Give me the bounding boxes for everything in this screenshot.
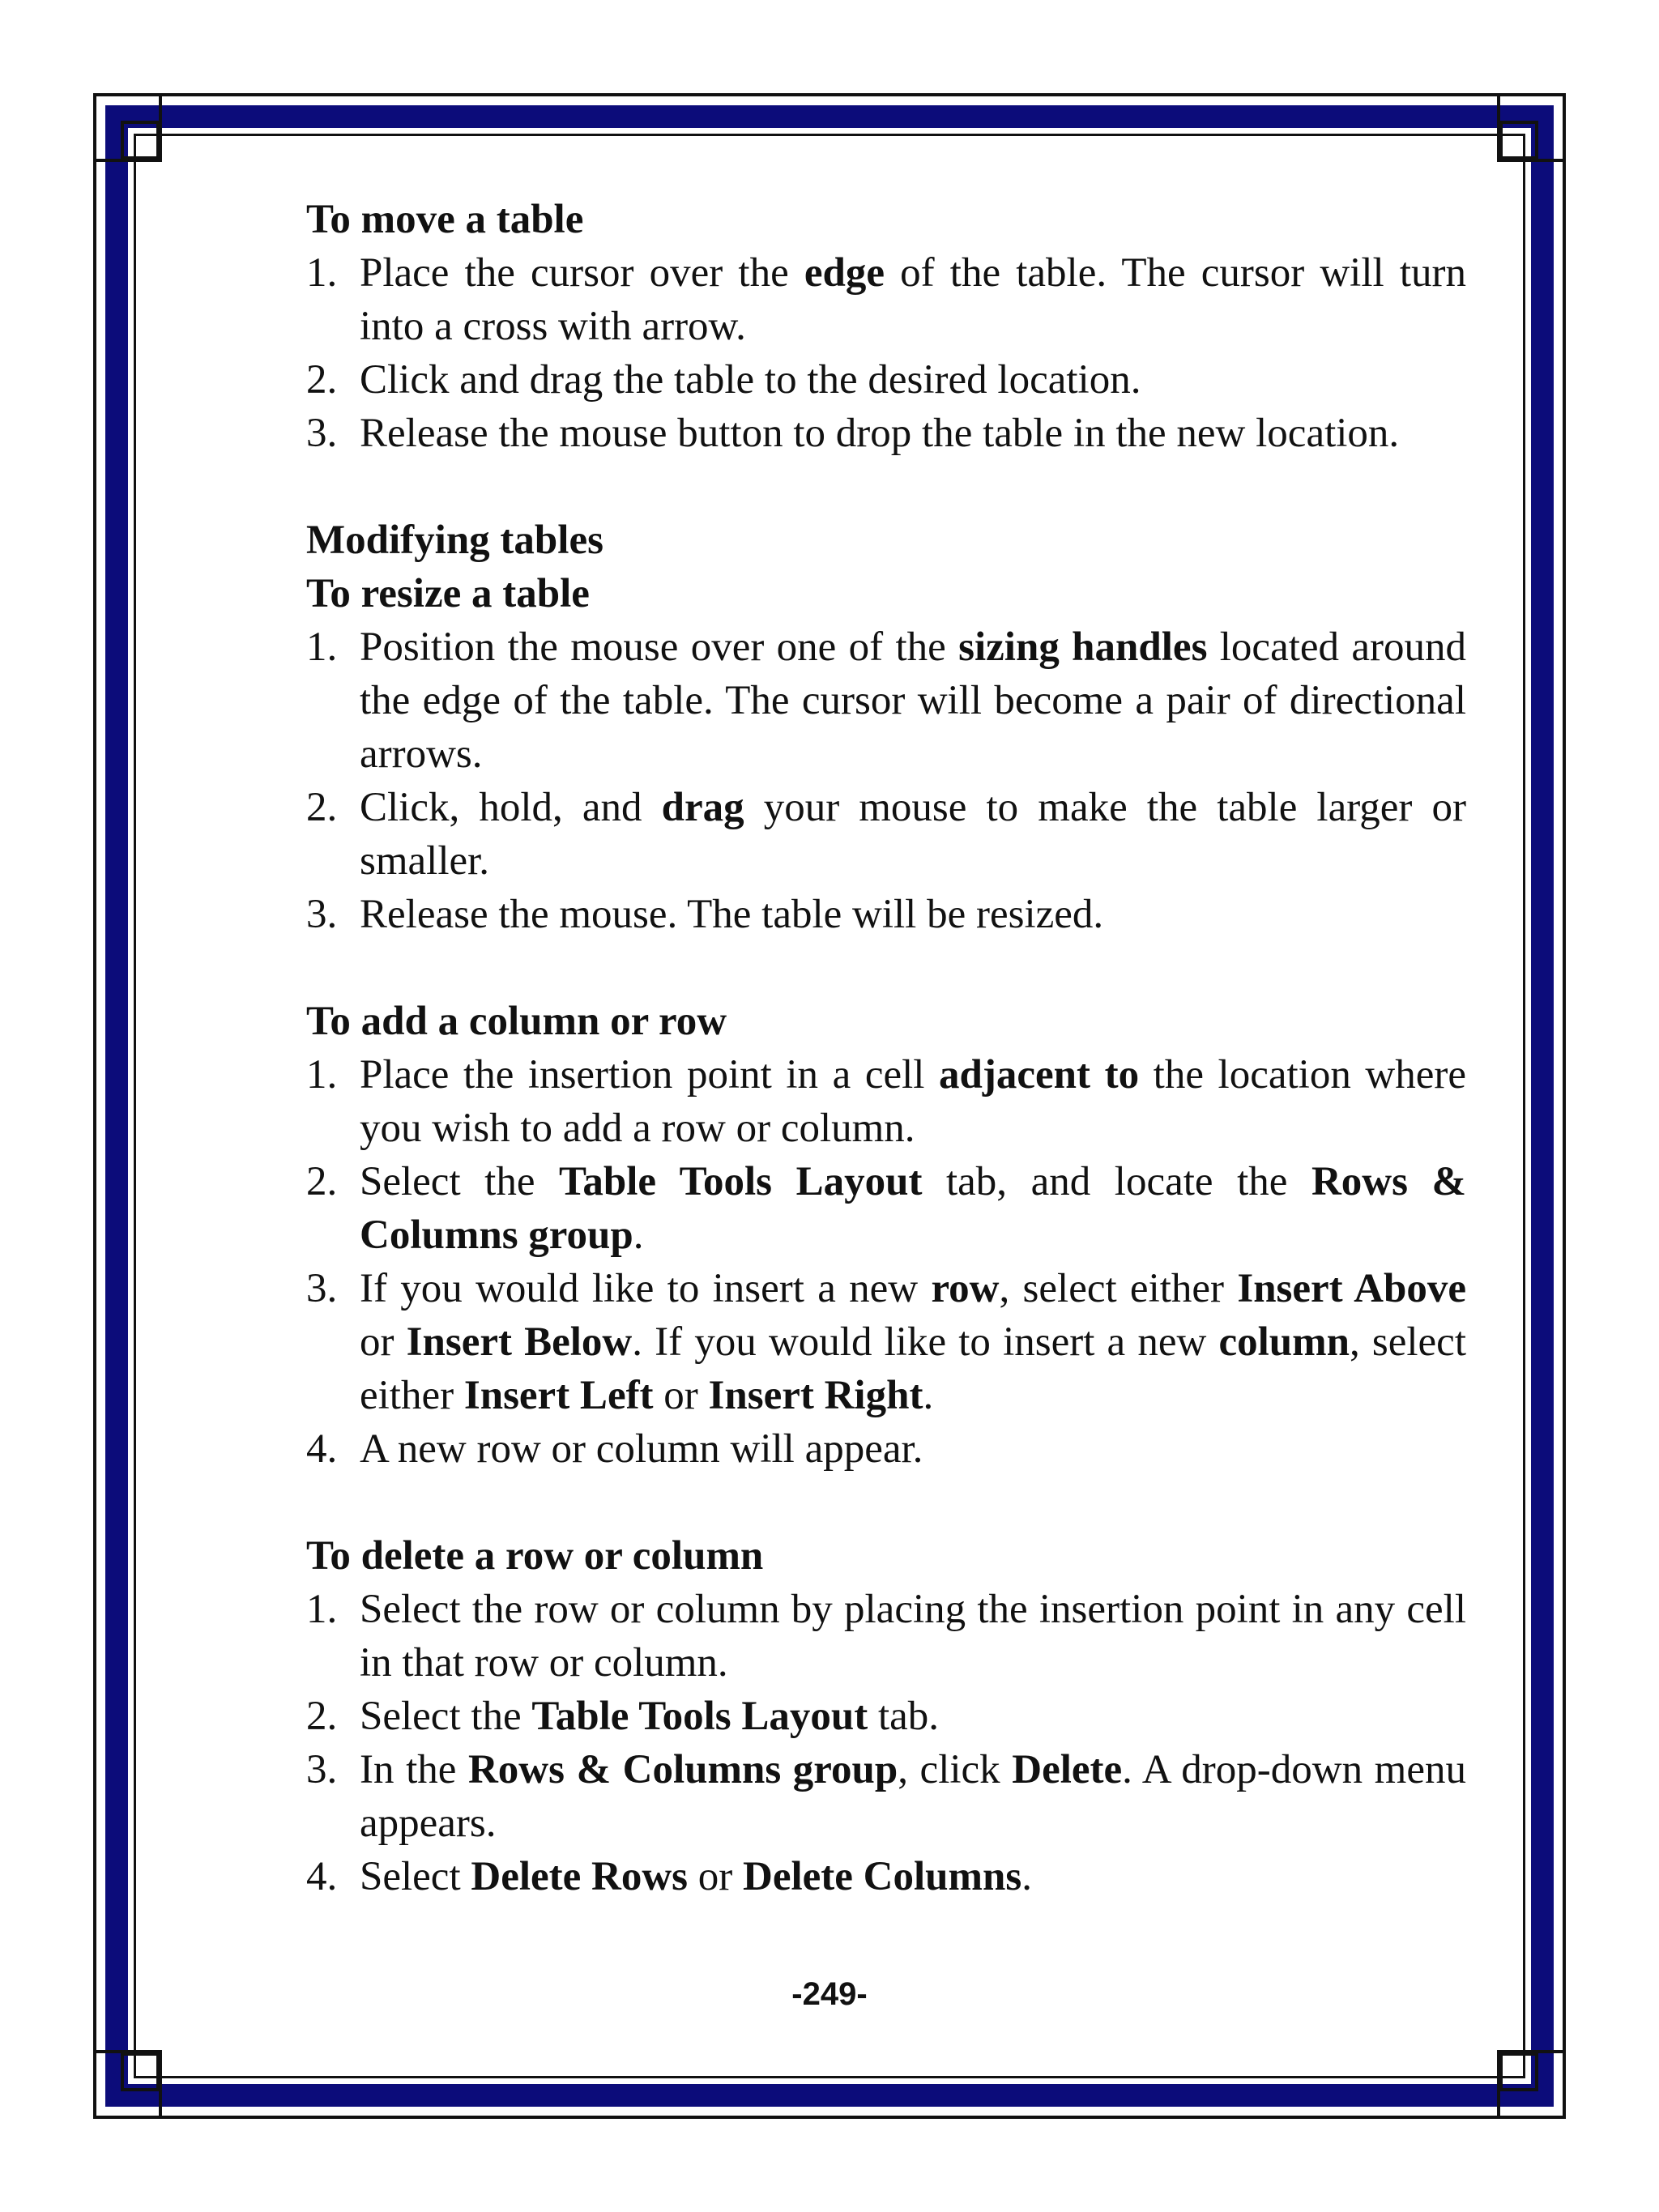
bold-term: Insert Below	[406, 1319, 633, 1365]
text-run: Select	[360, 1854, 471, 1899]
step-text	[360, 1155, 1466, 1262]
text-run: Release the mouse. The table will be resized.	[360, 892, 1104, 937]
text-run: Release the mouse button to drop the table in the new location.	[360, 411, 1400, 456]
section	[306, 514, 1466, 941]
text-run: or	[653, 1373, 709, 1418]
text-run: .	[1021, 1854, 1032, 1899]
list-item	[306, 353, 1466, 407]
text-run: , select either	[999, 1266, 1238, 1311]
step-number: 3.	[306, 892, 338, 937]
text-run: , select either	[360, 1319, 1466, 1418]
text-run: . A drop-down menu appears.	[360, 1747, 1466, 1846]
bold-term: row	[931, 1266, 1000, 1311]
bold-term: Table Tools Layout	[531, 1694, 868, 1739]
list-item	[306, 1743, 1466, 1850]
bold-term: Insert Left	[463, 1373, 654, 1418]
corner-ornament-top-left	[93, 93, 162, 162]
text-run: or	[360, 1319, 407, 1365]
text-run: Select the row or column by placing the insertion point in any cell in that row or column.	[360, 1587, 1466, 1686]
bold-term: Insert Right	[708, 1373, 923, 1418]
page-number: -249-	[791, 1976, 868, 2012]
step-number: 3.	[306, 1266, 338, 1311]
text-run: .	[923, 1373, 934, 1418]
text-run: your mouse to make the table larger or smaller.	[360, 785, 1466, 884]
list-item	[306, 888, 1466, 941]
text-run: or	[688, 1854, 744, 1899]
bold-term: Delete	[1012, 1747, 1123, 1792]
text-run: . If you would like to insert a new	[632, 1319, 1219, 1365]
list-item	[306, 246, 1466, 353]
step-number: 3.	[306, 411, 338, 456]
list-item	[306, 1690, 1466, 1743]
bold-term: edge	[804, 250, 885, 296]
bold-term: Delete Rows	[471, 1854, 689, 1899]
text-run: In the	[360, 1747, 468, 1792]
step-text	[360, 1048, 1466, 1155]
step-text	[360, 1743, 1466, 1850]
list-item	[306, 620, 1466, 781]
bold-term: sizing handles	[958, 624, 1208, 670]
step-number: 2.	[306, 357, 338, 403]
step-number: 2.	[306, 1694, 338, 1739]
bold-term: column	[1218, 1319, 1350, 1365]
list-item	[306, 1262, 1466, 1422]
text-run: Select the	[360, 1694, 532, 1739]
corner-ornament-bottom-right	[1497, 2050, 1566, 2119]
step-number: 1.	[306, 250, 338, 296]
step-number: 1.	[306, 1587, 338, 1632]
text-run: Select the	[360, 1159, 560, 1204]
list-item	[306, 1048, 1466, 1155]
text-run: .	[633, 1213, 644, 1258]
bold-term: Rows & Columns group	[360, 1159, 1466, 1258]
step-list	[306, 1048, 1466, 1476]
list-item	[306, 1850, 1466, 1903]
bold-term: drag	[661, 785, 744, 830]
text-run: Place the insertion point in a cell	[360, 1052, 940, 1097]
section-heading: To resize a table	[306, 571, 590, 616]
step-number: 1.	[306, 624, 338, 670]
text-run: Position the mouse over one of the	[360, 624, 959, 670]
step-text	[360, 353, 1466, 407]
step-text	[360, 1583, 1466, 1690]
step-text	[360, 246, 1466, 353]
text-run: Click and drag the table to the desired location.	[360, 357, 1141, 403]
bold-term: Insert Above	[1237, 1266, 1466, 1311]
section-heading: To add a column or row	[306, 999, 727, 1044]
step-list	[306, 246, 1466, 460]
text-run: of the table. The cursor will turn into a cross with arrow.	[360, 250, 1466, 349]
step-text	[360, 1690, 1466, 1743]
text-run: Click, hold, and	[360, 785, 662, 830]
corner-ornament-top-right	[1497, 93, 1566, 162]
bold-term: Table Tools Layout	[559, 1159, 923, 1204]
text-run: tab.	[868, 1694, 940, 1739]
step-text	[360, 888, 1466, 941]
list-item	[306, 1155, 1466, 1262]
list-item	[306, 781, 1466, 888]
section-heading: To move a table	[306, 197, 584, 242]
text-run: A new row or column will appear.	[360, 1426, 923, 1472]
section-heading: Modifying tables	[306, 518, 603, 563]
bold-term: adjacent to	[939, 1052, 1140, 1097]
list-item	[306, 1583, 1466, 1690]
bold-term: Rows & Columns group	[467, 1747, 898, 1792]
list-item	[306, 407, 1466, 460]
step-text	[360, 1262, 1466, 1422]
list-item	[306, 1422, 1466, 1476]
step-text	[360, 407, 1466, 460]
section	[306, 995, 1466, 1476]
step-number: 2.	[306, 1159, 338, 1204]
step-text	[360, 781, 1466, 888]
text-run: Place the cursor over the	[360, 250, 804, 296]
section	[306, 193, 1466, 460]
step-number: 4.	[306, 1426, 338, 1472]
step-list	[306, 620, 1466, 941]
corner-ornament-bottom-left	[93, 2050, 162, 2119]
page-content	[306, 193, 1466, 1957]
step-number: 2.	[306, 785, 338, 830]
text-run: tab, and locate the	[922, 1159, 1311, 1204]
step-text	[360, 1850, 1466, 1903]
step-number: 3.	[306, 1747, 338, 1792]
step-text	[360, 620, 1466, 781]
section	[306, 1529, 1466, 1903]
step-number: 1.	[306, 1052, 338, 1097]
bold-term: Delete Columns	[743, 1854, 1022, 1899]
text-run: , click	[898, 1747, 1013, 1792]
step-number: 4.	[306, 1854, 338, 1899]
text-run: located around the edge of the table. The cursor will become a pair of directional arrows.	[360, 624, 1466, 777]
step-list	[306, 1583, 1466, 1903]
text-run: the location where you wish to add a row or column.	[360, 1052, 1466, 1151]
section-heading: To delete a row or column	[306, 1533, 764, 1579]
text-run: If you would like to insert a new	[360, 1266, 932, 1311]
step-text	[360, 1422, 1466, 1476]
